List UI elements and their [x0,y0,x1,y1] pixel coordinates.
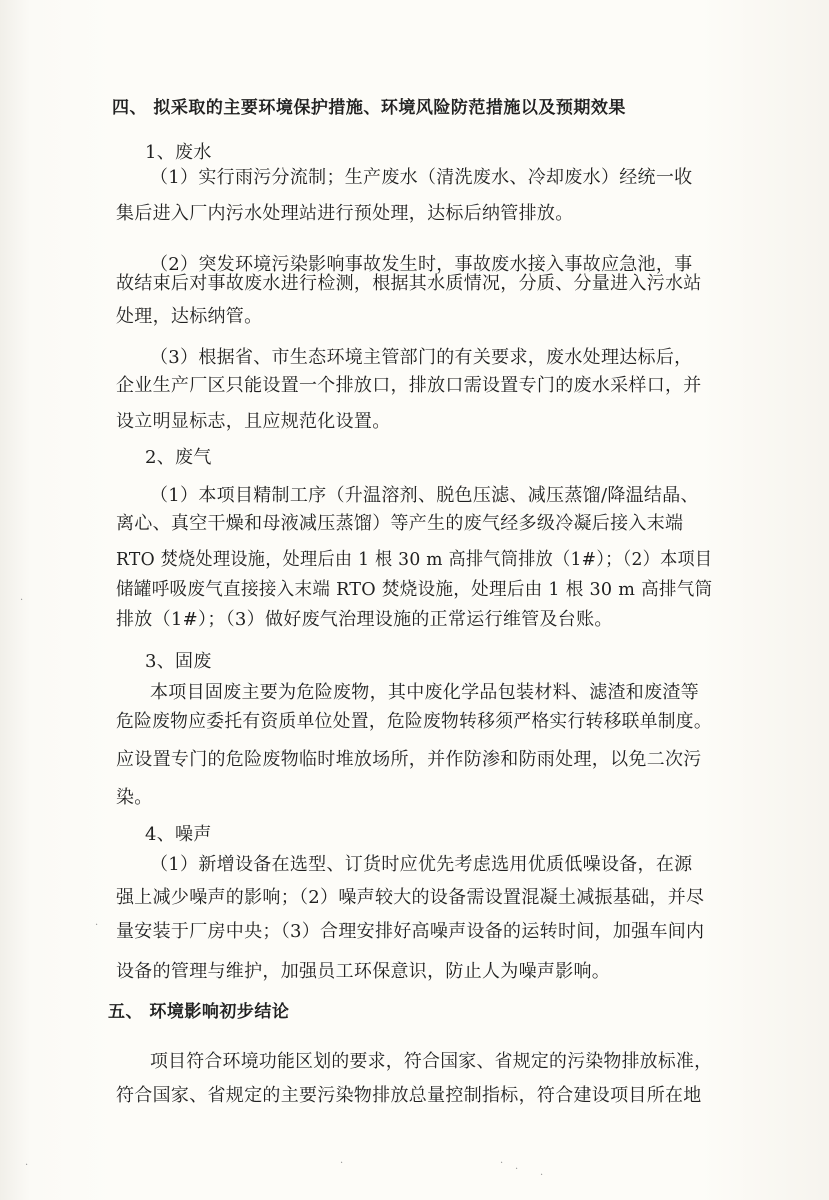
paragraph-line: （1）实行雨污分流制；生产废水（清洗废水、冷却废水）经统一收 [150,167,693,188]
paragraph-line: 应设置专门的危险废物临时堆放场所，并作防渗和防雨处理，以免二次污 [116,749,702,770]
section-heading-measures: 四、 拟采取的主要环境保护措施、环境风险防范措施以及预期效果 [112,98,626,118]
scan-speck: · [20,595,24,606]
scan-speck: · [540,1170,544,1181]
paragraph-line: 量安装于厂房中央；（3）合理安排好高噪声设备的运转时间，加强车间内 [116,921,705,942]
section-heading-conclusion: 五、 环境影响初步结论 [108,1002,290,1022]
paragraph-line: 离心、真空干燥和母液减压蒸馏）等产生的废气经多级冷凝后接入末端 [116,513,684,534]
paragraph-line: 危险废物应委托有资质单位处置，危险废物转移须严格实行转移联单制度。 [116,711,712,732]
paragraph-line: 符合国家、省规定的主要污染物排放总量控制指标，符合建设项目所在地 [116,1085,702,1106]
scan-speck: · [95,920,99,931]
subsection-heading-noise: 4、噪声 [145,824,212,845]
scan-speck: · [515,1164,519,1175]
paragraph-line: 设备的管理与维护，加强员工环保意识，防止人为噪声影响。 [116,961,611,982]
scan-speck: · [340,1158,344,1169]
subsection-heading-solid-waste: 3、固废 [145,651,212,672]
paragraph-line: 企业生产厂区只能设置一个排放口，排放口需设置专门的废水采样口，并 [116,375,702,396]
paragraph-line: （2）突发环境污染影响事故发生时，事故废水接入事故应急池，事 [150,254,693,275]
paragraph-line: 储罐呼吸废气直接接入末端 RTO 焚烧设施，处理后由 1 根 30 m 高排气筒 [116,579,713,600]
paragraph-line: 故结束后对事故废水进行检测，根据其水质情况，分质、分量进入污水站 [116,273,702,294]
paragraph-line: 强上减少噪声的影响；（2）噪声较大的设备需设置混凝土减振基础，并尽 [116,887,705,908]
paragraph-line: 本项目固废主要为危险废物，其中废化学品包装材料、滤渣和废渣等 [150,682,699,703]
paragraph-line: 项目符合环境功能区划的要求，符合国家、省规定的污染物排放标准， [150,1051,713,1072]
subsection-heading-waste-gas: 2、废气 [145,447,212,468]
paragraph-line: 排放（1#）；（3）做好废气治理设施的正常运行维管及台账。 [116,609,613,630]
paragraph-line: 集后进入厂内污水处理站进行预处理，达标后纳管排放。 [116,203,574,224]
paragraph-line: 设立明显标志，且应规范化设置。 [116,411,391,432]
paragraph-line: （1）新增设备在选型、订货时应优先考虑选用优质低噪设备，在源 [150,854,693,875]
paragraph-line: 处理，达标纳管。 [116,306,263,327]
scan-speck: · [25,1160,29,1171]
paragraph-line: 染。 [116,787,153,808]
paragraph-line: （1）本项目精制工序（升温溶剂、脱色压滤、减压蒸馏/降温结晶、 [150,485,699,506]
scan-speck: · [500,1158,504,1169]
paragraph-line: RTO 焚烧处理设施，处理后由 1 根 30 m 高排气筒排放（1#）；（2）本项目 [116,549,713,570]
subsection-heading-wastewater: 1、废水 [145,142,212,163]
paragraph-line: （3）根据省、市生态环境主管部门的有关要求，废水处理达标后， [150,347,693,368]
